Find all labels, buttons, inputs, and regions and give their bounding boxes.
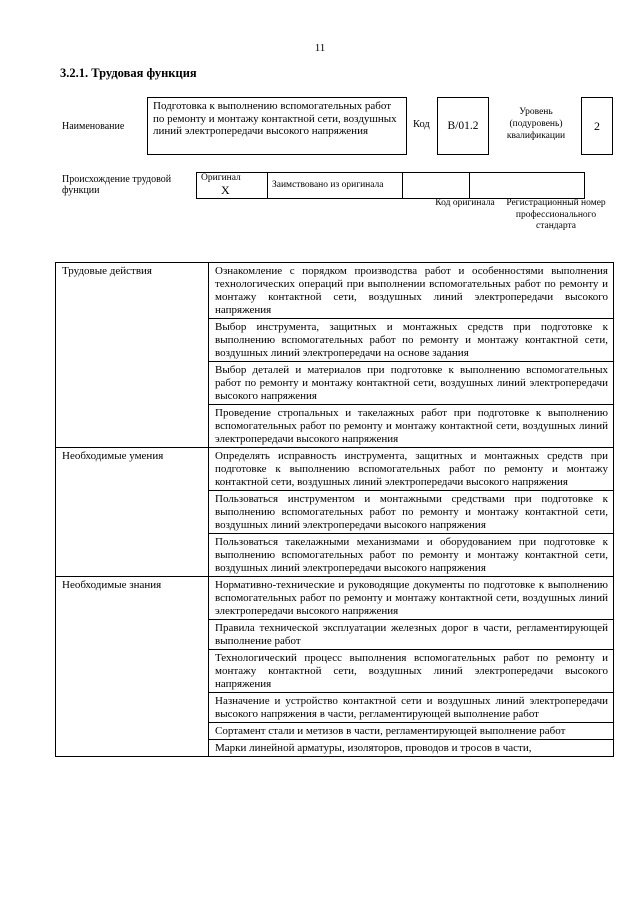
- original-label: Оригинал: [201, 173, 241, 183]
- origin-original-cell: [197, 173, 268, 199]
- list-item: Сортамент стали и метизов в части, регламентирующей выполнение работ: [209, 723, 614, 740]
- list-item: Выбор деталей и материалов при подготовке к выполнению вспомогательных работ по ремонту и монтажу контактной сети, воздушных линий электропередачи высокого напряжения: [209, 362, 614, 405]
- list-item: Назначение и устройство контактной сети и воздушных линий электропередачи высокого напряжения в части, регламентирующей выполнение работ: [209, 693, 614, 723]
- level-label: Уровень (подуровень) квалификации: [506, 107, 566, 141]
- level-value-box: 2: [581, 97, 613, 155]
- table-row: [56, 448, 614, 491]
- section-title: 3.2.1. Трудовая функция: [60, 66, 197, 80]
- code-label: Код: [413, 119, 430, 130]
- section-title-knowledge: Необходимые знания: [56, 577, 209, 757]
- list-item: Ознакомление с порядком производства работ и особенностями выполнения технологических операций при выполнении вспомогательных работ по ремонту и монтажу контактной сети, воздушных линий электропередачи высокого напряжения: [209, 263, 614, 319]
- origin-table: [196, 172, 585, 199]
- list-item: Проведение стропальных и такелажных работ при подготовке к выполнению вспомогательных работ по ремонту и монтажу контактной сети, воздушных линий электропередачи высокого напряжения: [209, 405, 614, 448]
- reg-number-caption: Регистрационный номер профессионального стандарта: [506, 198, 606, 231]
- function-details-table: [55, 262, 614, 757]
- origin-code-cell: [403, 173, 470, 199]
- list-item: Правила технической эксплуатации железных дорог в части, регламентирующей выполнение работ: [209, 620, 614, 650]
- list-item: Технологический процесс выполнения вспомогательных работ по ремонту и монтажу контактной сети, воздушных линий электропередачи высокого напряжения: [209, 650, 614, 693]
- list-item: Нормативно-технические и руководящие документы по подготовке к выполнению вспомогательных работ по ремонту и монтажу контактной сети, воздушных линий электропередачи высокого напряжения: [209, 577, 614, 620]
- origin-reg-cell: [470, 173, 585, 199]
- list-item: Определять исправность инструмента, защитных и монтажных средств при подготовке к выполнению вспомогательных работ по ремонту и монтажу контактной сети, воздушных линий электропередачи высокого напряжения: [209, 448, 614, 491]
- table-row: [56, 263, 614, 319]
- code-original-caption: Код оригинала: [435, 198, 495, 208]
- page-number: 11: [314, 42, 326, 54]
- function-name-box: Подготовка к выполнению вспомогательных работ по ремонту и монтажу контактной сети, воздушных линий электропередачи высокого напряжения: [147, 97, 407, 155]
- section-title-actions: Трудовые действия: [56, 263, 209, 448]
- original-mark: X: [221, 183, 230, 197]
- borrowed-label: Заимствовано из оригинала: [268, 173, 403, 199]
- name-label: Наименование: [62, 121, 125, 132]
- list-item: Марки линейной арматуры, изоляторов, проводов и тросов в части,: [209, 740, 614, 757]
- section-title-skills: Необходимые умения: [56, 448, 209, 577]
- origin-label: Происхождение трудовой функции: [62, 174, 172, 196]
- table-row: [56, 577, 614, 620]
- list-item: Пользоваться такелажными механизмами и оборудованием при подготовке к выполнению вспомогательных работ по ремонту и монтажу контактной сети, воздушных линий электропередачи высокого напряжения: [209, 534, 614, 577]
- list-item: Выбор инструмента, защитных и монтажных средств при подготовке к выполнению вспомогательных работ по ремонту и монтажу контактной сети, воздушных линий электропередачи на основе задания: [209, 319, 614, 362]
- function-code-box: B/01.2: [437, 97, 489, 155]
- list-item: Пользоваться инструментом и монтажными средствами при подготовке к выполнению вспомогательных работ по ремонту и монтажу контактной сети, воздушных линий электропередачи высокого напряжения: [209, 491, 614, 534]
